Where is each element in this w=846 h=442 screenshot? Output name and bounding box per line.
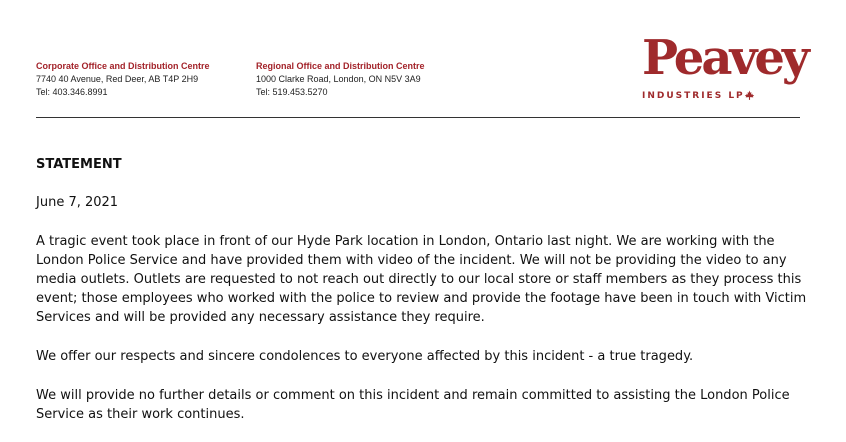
logo-wordmark: Peavey (642, 30, 807, 86)
regional-office-title: Regional Office and Distribution Centre (256, 61, 425, 71)
statement-paragraph: We will provide no further details or comment on this incident and remain committed to assisting the London Police Service as their work continues. (36, 388, 790, 422)
corporate-office-phone: Tel: 403.346.8991 (36, 87, 108, 97)
maple-leaf-icon (744, 90, 755, 101)
statement-paragraph: We offer our respects and sincere condolences to everyone affected by this incident - a true tragedy. (36, 349, 694, 364)
peavey-logo (636, 30, 807, 110)
regional-office-phone: Tel: 519.453.5270 (256, 87, 328, 97)
statement-heading: STATEMENT (36, 157, 122, 172)
corporate-office-address: 7740 40 Avenue, Red Deer, AB T4P 2H9 (36, 74, 199, 84)
regional-office-block (256, 60, 425, 99)
logo-tagline: INDUSTRIES LP (642, 91, 745, 101)
header-divider (36, 117, 800, 118)
corporate-office-title: Corporate Office and Distribution Centre (36, 61, 210, 71)
regional-office-address: 1000 Clarke Road, London, ON N5V 3A9 (256, 74, 421, 84)
corporate-office-block (36, 60, 210, 99)
statement-paragraph: A tragic event took place in front of our Hyde Park location in London, Ontario last night. We are working with the London Police Service and have provided them with video of the incident. We will not be providing the video to any media outlets. Outlets are requested to not reach out directly to our local store or staff members as they process this event; those employees who worked with the police to review and provide the footage have been in touch with Victim Services and will be provided any necessary assistance they require. (36, 234, 807, 325)
statement-date: June 7, 2021 (36, 195, 119, 210)
